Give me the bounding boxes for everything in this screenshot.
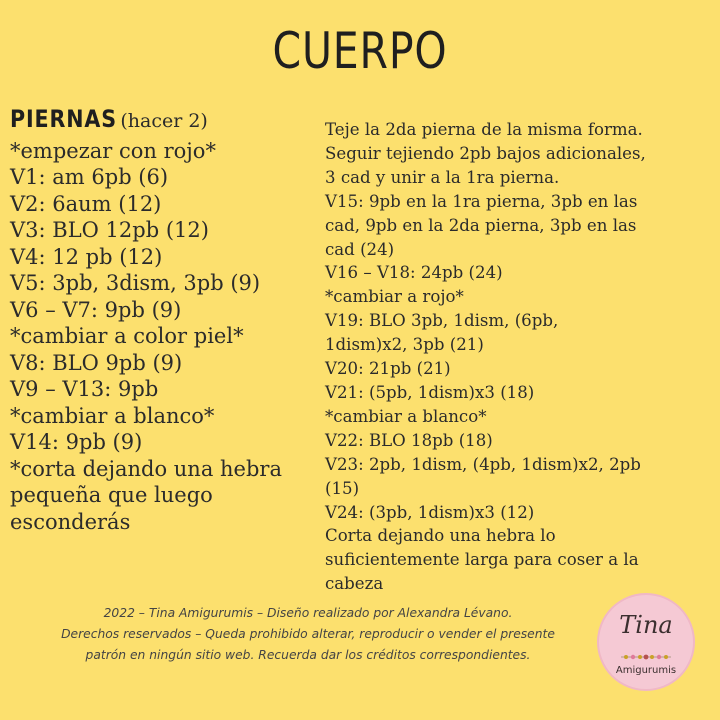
legs-line: V5: 3pb, 3dism, 3pb (9) (10, 271, 261, 295)
legs-line: V3: BLO 12pb (12) (10, 218, 209, 242)
legs-section (10, 106, 315, 535)
instruction-line: cad (24) (325, 239, 395, 259)
instruction-line: Teje la 2da pierna de la misma forma. (325, 120, 643, 139)
legs-heading-row (10, 106, 315, 135)
instruction-line: *cambiar a blanco* (325, 406, 487, 426)
legs-line: V8: BLO 9pb (9) (10, 350, 183, 375)
legs-line: *cambiar a color piel* (10, 324, 244, 348)
legs-line: esconderás (10, 509, 131, 534)
body-instructions (325, 118, 710, 596)
footer-line: 2022 – Tina Amigurumis – Diseño realizado por Alexandra Lévano. (103, 606, 513, 620)
legs-line: V14: 9pb (9) (10, 430, 143, 454)
instruction-line: suficientemente larga para coser a la (325, 550, 639, 570)
footer-line: Derechos reservados – Queda prohibido alterar, reproducir o vender el presente (61, 627, 555, 641)
legs-heading-note: (hacer 2) (120, 110, 208, 132)
instruction-line: V24: (3pb, 1dism)x3 (12) (325, 502, 535, 522)
legs-heading: PIERNAS (10, 105, 117, 133)
legs-line: V9 – V13: 9pb (10, 377, 159, 401)
instruction-line: 3 cad y unir a la 1ra pierna. (325, 167, 560, 187)
logo-subtitle: Amigurumis (615, 665, 677, 676)
instruction-line: V22: BLO 18pb (18) (325, 430, 493, 450)
instruction-line: cabeza (325, 574, 384, 594)
logo-script-text: Tina (619, 611, 673, 639)
page-title: CUERPO (272, 22, 448, 80)
legs-line: V6 – V7: 9pb (9) (10, 297, 182, 322)
legs-line: *corta dejando una hebra (10, 456, 282, 481)
legs-line: V1: am 6pb (6) (10, 165, 169, 189)
instruction-line: V16 – V18: 24pb (24) (325, 263, 503, 283)
instruction-line: V23: 2pb, 1dism, (4pb, 1dism)x2, 2pb (325, 454, 641, 474)
instruction-line: cad, 9pb en la 2da pierna, 3pb en las (325, 215, 637, 235)
legs-line: V4: 12 pb (12) (10, 244, 163, 269)
instruction-line: *cambiar a rojo* (325, 287, 464, 307)
instruction-line: Seguir tejiendo 2pb bajos adicionales, (325, 143, 646, 163)
instruction-line: (15) (325, 478, 360, 498)
footer-line: patrón en ningún sitio web. Recuerda dar los créditos correspondientes. (85, 648, 531, 662)
legs-line: pequeña que luego (10, 483, 213, 507)
instruction-line: V21: (5pb, 1dism)x3 (18) (325, 382, 535, 402)
legs-line: *cambiar a blanco* (10, 403, 215, 428)
instruction-line: 1dism)x2, 3pb (21) (325, 335, 484, 355)
instruction-line: V19: BLO 3pb, 1dism, (6pb, (325, 311, 559, 331)
instruction-line: V15: 9pb en la 1ra pierna, 3pb en las (325, 191, 638, 211)
copyright-footer (18, 603, 598, 666)
flower-garland-icon (621, 653, 671, 661)
instruction-line: Corta dejando una hebra lo (325, 526, 556, 546)
legs-line: *empezar con rojo* (10, 138, 216, 163)
brand-logo (597, 593, 695, 691)
legs-line: V2: 6aum (12) (10, 191, 162, 216)
instruction-line: V20: 21pb (21) (325, 359, 451, 379)
